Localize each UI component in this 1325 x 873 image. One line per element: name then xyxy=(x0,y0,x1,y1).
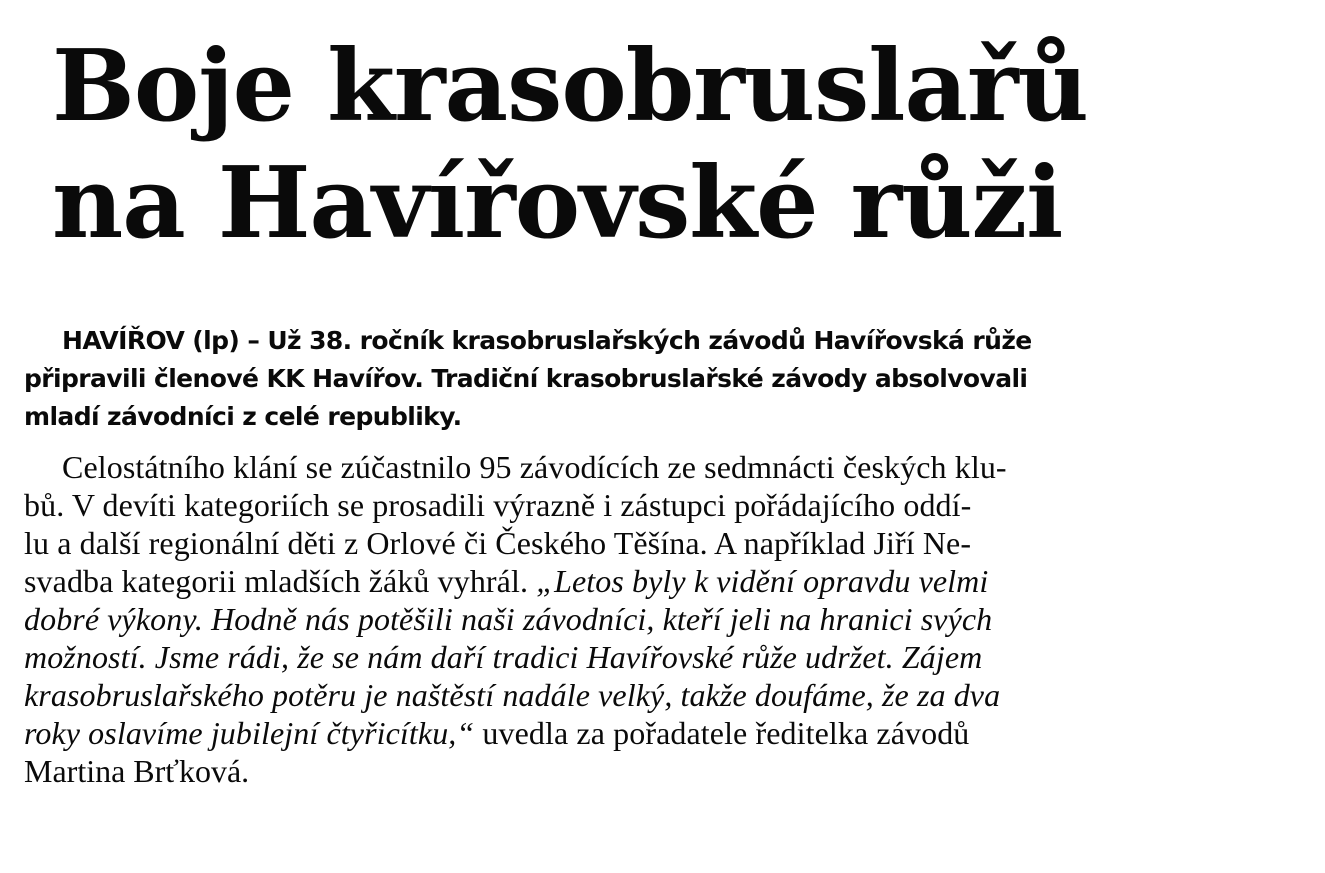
quote-line-5: dobré výkony. Hodně nás potěšili naši závodníci, kteří jeli na hranici svých xyxy=(24,601,993,637)
lead-line-2: připravili členové KK Havířov. Tradiční krasobruslařské závody absolvovali xyxy=(24,364,1028,393)
headline-line-2: na Havířovské růži xyxy=(52,146,1063,261)
body-line-6 xyxy=(24,638,982,676)
body-line-9: Martina Brťková. xyxy=(24,753,250,789)
body-line-3: lu a další regionální děti z Orlové či Českého Těšína. A například Jiří Ne- xyxy=(24,525,972,561)
quote-end: roky oslavíme jubilejní čtyřicítku,“ xyxy=(24,715,475,751)
body-line-8-text: uvedla za pořadatele ředitelka závodů xyxy=(474,715,970,751)
body-line-4-text: svadba kategorii mladších žáků vyhrál. xyxy=(24,563,537,599)
headline xyxy=(52,28,1302,262)
quote-line-6: možností. Jsme rádi, že se nám daří tradici Havířovské růže udržet. Zájem xyxy=(24,639,983,675)
lead-line-3: mladí závodníci z celé republiky. xyxy=(24,402,462,431)
body-line-8 xyxy=(24,714,969,752)
headline-line-1: Boje krasobruslařů xyxy=(52,29,1088,144)
body-line-2: bů. V devíti kategoriích se prosadili výrazně i zástupci pořádajícího oddí- xyxy=(24,487,972,523)
body-line-1: Celostátního klání se zúčastnilo 95 závodících ze sedmnácti českých klu- xyxy=(62,449,1007,485)
body-line-4 xyxy=(24,562,988,600)
body-line-7 xyxy=(24,676,1000,714)
body-line-5 xyxy=(24,600,992,638)
quote-start: „Letos byly k vidění opravdu velmi xyxy=(536,563,989,599)
quote-line-7: krasobruslařského potěru je naštěstí nadále velký, takže doufáme, že za dva xyxy=(24,677,1001,713)
lead-line-1: HAVÍŘOV (lp) – Už 38. ročník krasobruslařských závodů Havířovská růže xyxy=(62,326,1032,355)
